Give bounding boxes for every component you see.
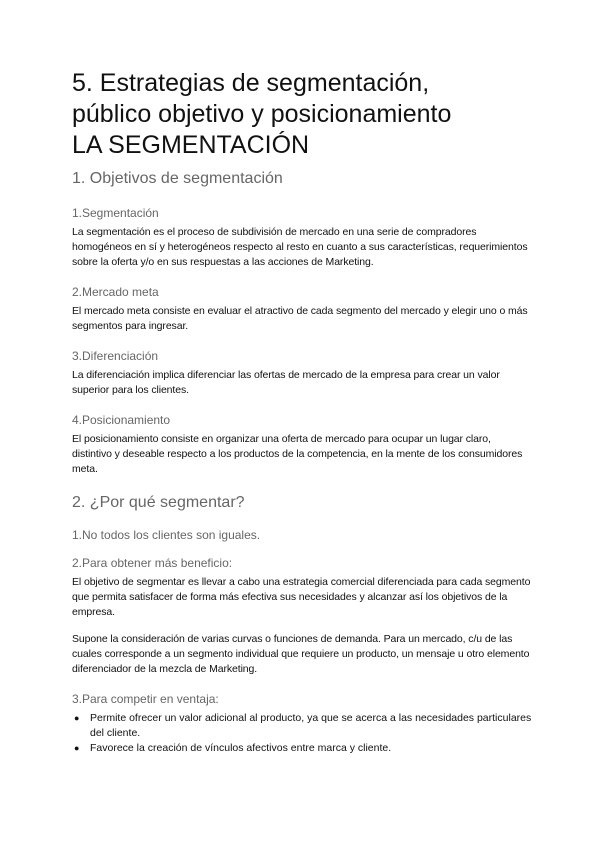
paragraph-mercado-meta: El mercado meta consiste en evaluar el atractivo de cada segmento del mercado y elegir uno o más segmentos para ingresar. (72, 305, 528, 332)
bullet-icon: ● (74, 713, 80, 723)
paragraph-posicionamiento: El posicionamiento consiste en organizar una oferta de mercado para ocupar un lugar claro, distintivo y deseable respecto a los productos de la competencia, en la mente de los consumidores meta. (72, 433, 523, 475)
list-item-text: Permite ofrecer un valor adicional al producto, ya que se acerca a las necesidades particulares del cliente. (90, 712, 532, 739)
list-item (74, 741, 532, 756)
doc-title-line3: LA SEGMENTACIÓN (72, 131, 310, 159)
doc-title-line1: 5. Estrategias de segmentación, (72, 69, 430, 97)
subheading-diferenciacion: 3.Diferenciación (72, 349, 159, 363)
subheading-posicionamiento: 4.Posicionamiento (72, 413, 171, 427)
subheading-mercado-meta: 2.Mercado meta (72, 285, 159, 299)
section-heading-por-que: 2. ¿Por qué segmentar? (72, 494, 245, 511)
reason-no-todos: 1.No todos los clientes son iguales. (72, 528, 261, 542)
bullet-icon: ● (74, 743, 80, 753)
list-item (74, 711, 532, 741)
subheading-segmentacion: 1.Segmentación (72, 206, 159, 220)
bullet-list (72, 711, 532, 756)
paragraph-diferenciacion: La diferenciación implica diferenciar las ofertas de mercado de la empresa para crear un valor superior para los clientes. (72, 369, 500, 396)
document-page (72, 68, 532, 756)
paragraph-objetivo-segmentar: El objetivo de segmentar es llevar a cabo una estrategia comercial diferenciada para cada segmento que permita satisfacer de forma más efectiva sus necesidades y alcanzar así los objetivos de la empresa. (72, 576, 531, 618)
paragraph-segmentacion: La segmentación es el proceso de subdivisión de mercado en una serie de compradores homogéneos en sí y heterogéneos respecto al resto en cuanto a sus características, requerimientos sobre la oferta y/o en sus respuestas a las acciones de Marketing. (72, 226, 528, 268)
reason-beneficio: 2.Para obtener más beneficio: (72, 556, 233, 570)
doc-title-line2: público objetivo y posicionamiento (72, 100, 452, 128)
section-heading-objetivos: 1. Objetivos de segmentación (72, 170, 283, 187)
paragraph-curvas-demanda: Supone la consideración de varias curvas o funciones de demanda. Para un mercado, c/u de las cuales corresponde a un segmento individual que requiere un producto, un mensaje u otro elemento diferenciador de la mezcla de Marketing. (72, 633, 530, 675)
reason-competir: 3.Para competir en ventaja: (72, 692, 219, 706)
list-item-text: Favorece la creación de vínculos afectivos entre marca y cliente. (90, 742, 392, 754)
